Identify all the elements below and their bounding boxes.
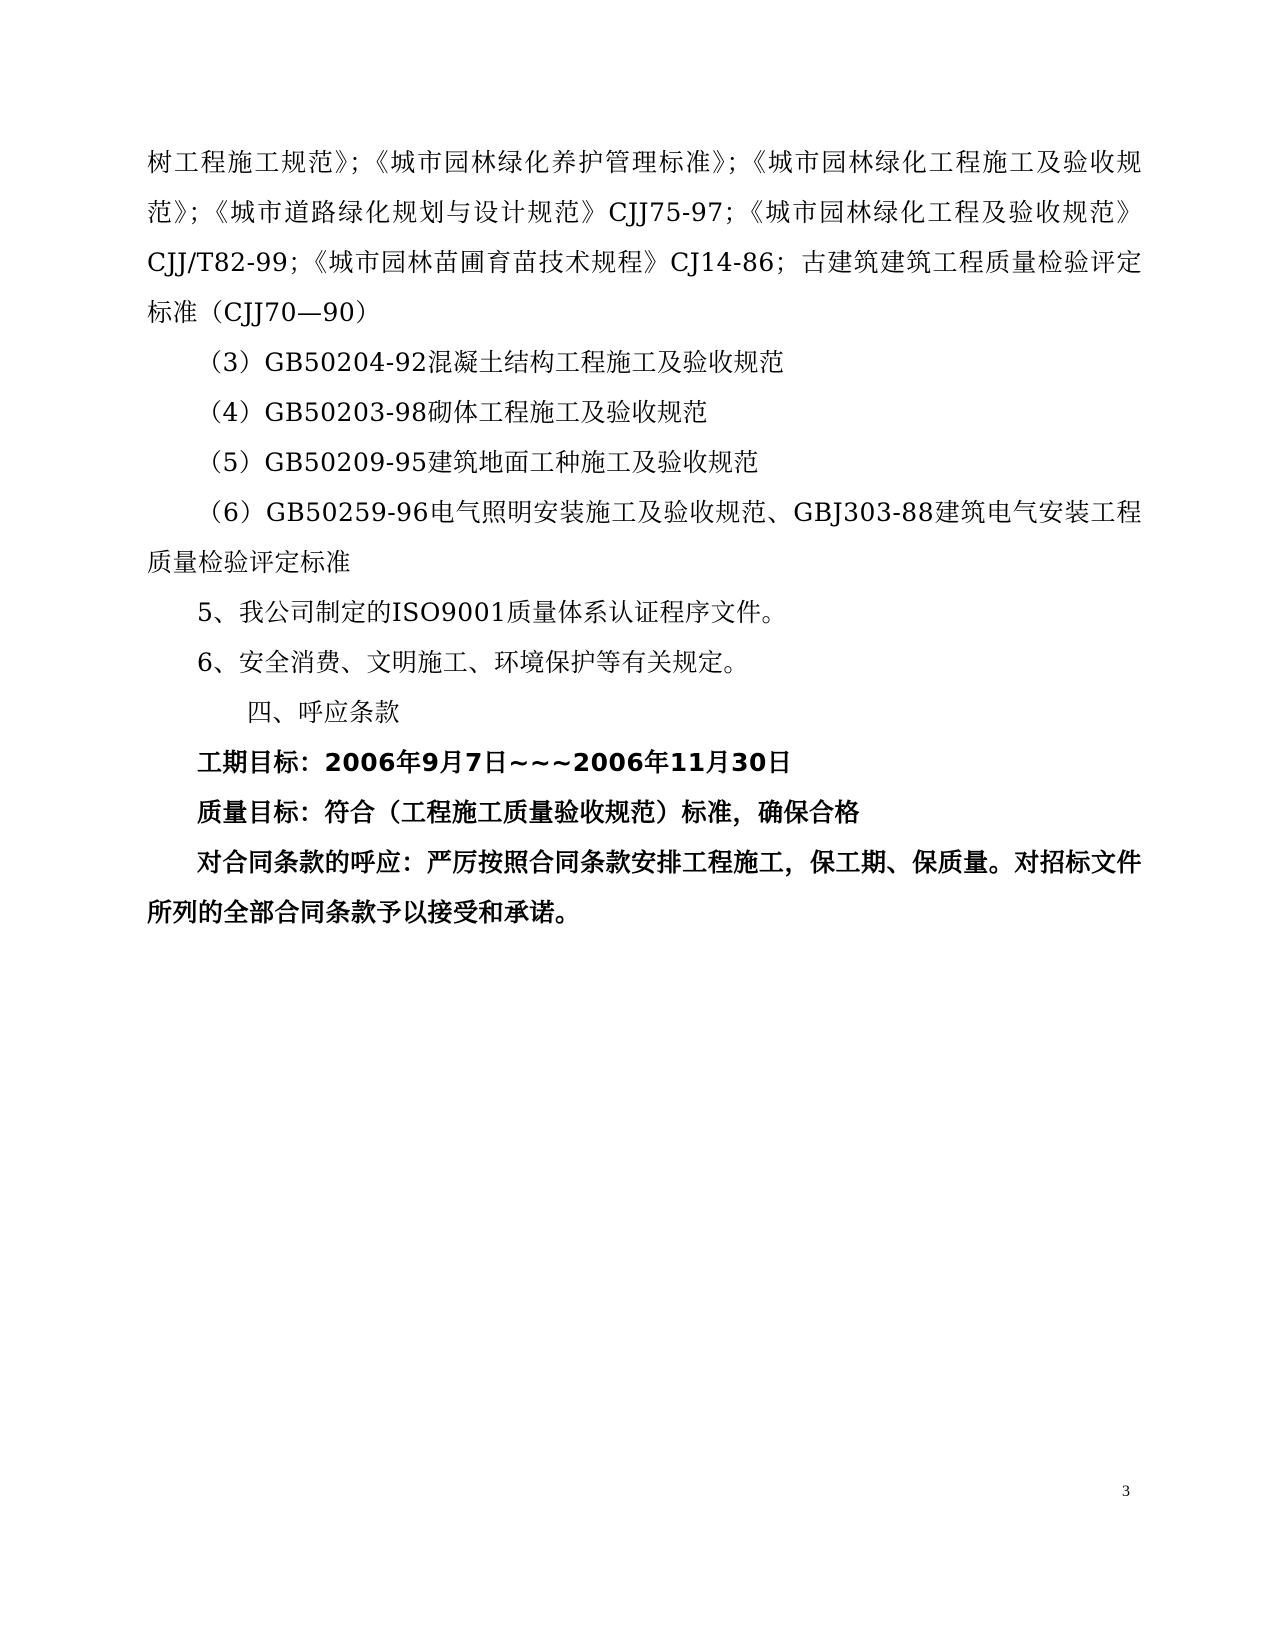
standard-item-6: （6）GB50259-96电气照明安装施工及验收规范、GBJ303-88建筑电气安装工程质量检验评定标准: [147, 498, 1142, 577]
schedule-target: 工期目标：2006年9月7日~~~2006年11月30日: [197, 748, 793, 777]
basis-item-6: 6、安全消费、文明施工、环境保护等有关规定。: [197, 648, 749, 677]
standard-item-3: （3）GB50204-92混凝土结构工程施工及验收规范: [197, 348, 785, 377]
contract-response: 对合同条款的呼应：严厉按照合同条款安排工程施工，保工期、保质量。对招标文件所列的全部合同条款予以接受和承诺。: [147, 848, 1142, 927]
standard-item-4: （4）GB50203-98砌体工程施工及验收规范: [197, 398, 709, 427]
quality-target: 质量目标：符合（工程施工质量验收规范）标准，确保合格: [197, 798, 861, 827]
standards-list-continuation: 树工程施工规范》；《城市园林绿化养护管理标准》；《城市园林绿化工程施工及验收规范》；《城市道路绿化规划与设计规范》CJJ75-97；《城市园林绿化工程及验收规范》CJJ/T82-99；《城市园林苗圃育苗技术规程》CJ14-86；古建筑建筑工程质量检验评定标准（CJJ70—90）: [147, 148, 1142, 327]
section-heading: 四、呼应条款: [247, 698, 401, 727]
basis-item-5: 5、我公司制定的ISO9001质量体系认证程序文件。: [197, 598, 788, 627]
standard-item-5: （5）GB50209-95建筑地面工种施工及验收规范: [197, 448, 760, 477]
page-number: 3: [1122, 1483, 1130, 1500]
document-body: [147, 138, 1142, 938]
